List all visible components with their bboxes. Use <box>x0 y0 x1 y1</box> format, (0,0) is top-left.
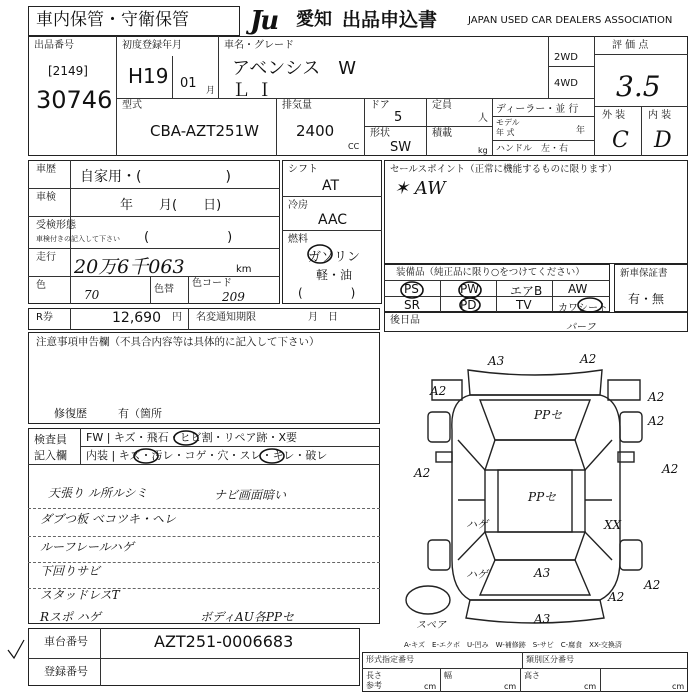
registration-month: 01 <box>180 76 197 91</box>
equip-pw: PW <box>460 282 480 296</box>
recycle-value: 12,690 <box>112 310 161 326</box>
cooler-label: 冷房 <box>288 200 308 211</box>
capacity-unit: 人 <box>478 113 488 124</box>
inspector-note-1: 天張り ル所ルシミ <box>48 486 148 500</box>
ref-label: 参考 <box>366 681 382 690</box>
dmg-l-a2: A2 <box>414 466 431 480</box>
dmg-tail-a3: A3 <box>534 566 551 580</box>
score-label: 評 価 点 <box>612 40 649 51</box>
type-label: 型式 <box>122 100 142 111</box>
chassis-value: AZT251-0006683 <box>154 632 294 651</box>
mileage-label: 走行 <box>36 252 56 263</box>
dmg-rear-a3: A3 <box>534 612 551 626</box>
dmg-rr2-a2: A2 <box>608 590 625 604</box>
color-value: 70 <box>84 288 100 302</box>
height-cm: cm <box>584 682 597 691</box>
inspector-note-8: ボディAU各PPセ <box>200 610 294 624</box>
weight-unit: kg <box>478 146 488 155</box>
weight-label: 積載 <box>432 128 452 139</box>
approval-sub: 車検付きの記入して下さい <box>36 235 120 243</box>
recycle-unit: 円 <box>172 312 182 323</box>
equip-ps: PS <box>404 282 419 296</box>
interior-score: D <box>654 128 672 153</box>
dmg-r-a2: A2 <box>662 462 679 476</box>
deadline-label: 名変通知期限 <box>196 312 256 323</box>
fuel-blank: ( ) <box>298 286 356 300</box>
model-name: アベンシス W <box>232 58 357 79</box>
score-value: 3.5 <box>616 70 661 103</box>
dmg-ld-hage: ハゲ <box>466 518 488 531</box>
spare-label: スペア <box>416 620 446 631</box>
shift-label: シフト <box>288 164 318 175</box>
displacement-label: 排気量 <box>282 100 312 111</box>
exterior-label: 外 装 <box>602 110 626 121</box>
color-code-label: 色コード <box>192 278 232 289</box>
capacity-label: 定員 <box>432 100 452 111</box>
length-label: 長さ <box>366 671 382 680</box>
interior-line: 内装 | キズ・汚レ・コゲ・穴・スレ・キレ・破レ <box>86 449 328 462</box>
dealer-label: ディーラー・並 行 <box>496 104 579 115</box>
interior-label: 内 装 <box>648 110 672 121</box>
inspection-label: 車検 <box>36 192 56 203</box>
dmg-rr-a2: A2 <box>644 578 661 592</box>
inspector-note-5: 下回りサビ <box>40 564 101 578</box>
warranty-label: 新車保証書 <box>620 268 668 279</box>
dmg-rl-hage: ハゲ <box>466 568 488 581</box>
fuel-value: ガソリン <box>308 250 361 265</box>
type-value: CBA-AZT251W <box>150 122 259 140</box>
fuel-light: 軽・油 <box>316 268 353 282</box>
repair-value: 有（箇所 <box>118 407 162 420</box>
recycle-label: R券 <box>36 312 53 323</box>
lot-label: 出品番号 <box>34 40 74 51</box>
model-grade: Ｌ Ｉ <box>232 80 274 101</box>
sales-points-label: セールスポイント（正常に機能するものに限ります） <box>390 164 618 175</box>
inspector-note-4: ルーフレールハゲ <box>40 540 134 554</box>
shape-label: 形状 <box>370 128 390 139</box>
inspector-note-7: Rスポ ハゲ <box>40 610 101 624</box>
deadline-unit: 月 日 <box>308 312 338 323</box>
cc-unit: CC <box>348 142 360 151</box>
doors-label: ドア <box>370 100 390 111</box>
lot-number: 30746 <box>36 86 113 114</box>
damage-legend: A-キズ E-エクボ U-凹み W-補修跡 S-サビ C-腐食 XX-交換済 <box>404 641 622 649</box>
doors-value: 5 <box>394 110 403 125</box>
aftermarket-label: 後日品 <box>390 315 420 326</box>
handle-label: ハンドル 左・右 <box>496 144 569 154</box>
usage-value: 自家用・( ) <box>80 169 231 185</box>
inspector-note-6: スタッドレスT <box>40 588 120 602</box>
inspection-value: 年 月( 日) <box>120 198 222 213</box>
equip-pd: PD <box>460 298 477 312</box>
warranty-value[interactable]: 有・無 <box>628 292 665 306</box>
chassis-label: 車台番号 <box>44 635 88 648</box>
shape-value: SW <box>390 140 412 155</box>
equip-sr: SR <box>404 298 420 312</box>
mileage-unit: km <box>236 264 252 275</box>
inspector-label: 検査員 記入欄 <box>34 433 67 462</box>
sales-points-value: ✶ AW <box>394 178 446 199</box>
notes-label: 注意事項申告欄（不具合内容等は具体的に記入して下さい） <box>36 336 320 348</box>
color-label: 色 <box>36 280 46 291</box>
fuel-label: 燃料 <box>288 234 308 245</box>
dmg-fl-a2: A2 <box>430 384 447 398</box>
approval-value: ( ) <box>144 230 233 245</box>
length-cm: cm <box>424 682 437 691</box>
drive-4wd[interactable]: 4WD <box>554 78 578 89</box>
form-title: 出品申込書 <box>342 9 438 31</box>
dmg-fender-a2: A2 <box>648 414 665 428</box>
equip-tv: TV <box>516 298 532 312</box>
inspector-note-3: ダブつ板 ベコツキ・ヘレ <box>40 512 176 526</box>
after-note: パーフ <box>566 322 596 333</box>
color-code-value: 209 <box>222 290 245 304</box>
approval-label: 受検形態 <box>36 220 76 231</box>
equip-airbag: エアB <box>510 284 543 298</box>
dmg-fr-a2: A2 <box>648 390 665 404</box>
equipment-label: 装備品（純正品に限り○をつけてください） <box>396 267 585 278</box>
registration-label: 初度登録年月 <box>122 40 182 51</box>
equip-seat: カワシート <box>558 303 608 314</box>
brand-region: 愛知 <box>296 9 332 30</box>
dmg-front-a2: A2 <box>580 352 597 366</box>
equip-aw: AW <box>568 282 588 296</box>
ju-logo-text: Ju <box>250 6 278 36</box>
lot-sub-number: [2149] <box>48 64 88 78</box>
dmg-rd-xx: XX <box>604 518 622 532</box>
mileage-value: 20万6千063 <box>74 256 185 278</box>
class-label: 類別区分番号 <box>526 655 574 664</box>
height-label: 高さ <box>524 671 540 680</box>
association-name: JAPAN USED CAR DEALERS ASSOCIATION <box>468 15 673 26</box>
storage-label: 車内保管・守衛保管 <box>36 10 189 30</box>
dmg-roof-ppse: PPセ <box>528 490 557 504</box>
shift-value: AT <box>322 178 340 194</box>
fw-line: FW | キズ・飛石・ヒビ割・リペア跡・X要 <box>86 431 297 444</box>
inspector-note-2: ナビ画面暗い <box>214 488 287 502</box>
registration-month-unit: 月 <box>206 86 216 96</box>
model-label: 車名・グレード <box>224 40 294 51</box>
usage-label: 車歴 <box>36 164 56 175</box>
displacement-value: 2400 <box>296 122 335 140</box>
width-label: 幅 <box>444 671 452 680</box>
registration-year: H19 <box>128 64 169 88</box>
color-change-label: 色替 <box>154 284 174 295</box>
drive-2wd[interactable]: 2WD <box>554 52 578 63</box>
width-cm: cm <box>504 682 517 691</box>
year-unit: 年 <box>576 126 586 136</box>
model-year-label: モデル 年 式 <box>496 118 520 137</box>
dmg-hood-ppse: PPセ <box>534 408 563 422</box>
cooler-value: AAC <box>318 212 348 228</box>
shape-spec-label: 形式指定番号 <box>366 655 414 664</box>
repair-label: 修復歴 <box>54 407 87 420</box>
reg-label: 登録番号 <box>44 665 88 678</box>
dmg-front-a3: A3 <box>488 354 505 368</box>
extra-cm: cm <box>672 682 685 691</box>
exterior-score: C <box>612 128 629 153</box>
